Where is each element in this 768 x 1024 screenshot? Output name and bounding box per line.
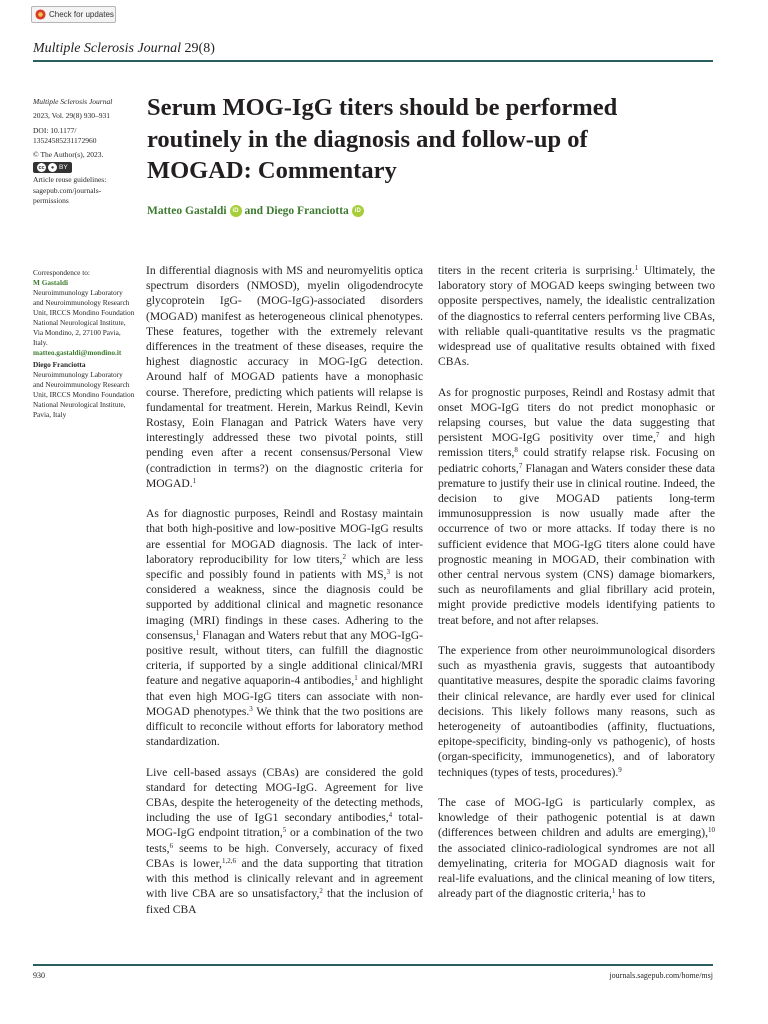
correspondence-name-2: Diego Franciotta — [33, 360, 86, 369]
text-continues: that the inclusion of fixed CBA — [146, 887, 424, 916]
sidebar-doi-label: DOI: 10.1177/ — [33, 125, 77, 135]
ref-link[interactable]: 1 — [354, 674, 358, 683]
cc-license-label: BY — [59, 163, 68, 171]
ref-link[interactable]: 8 — [514, 446, 518, 455]
paragraph: The case of MOG-IgG is particularly complex, as knowledge of their pathogenic potential is at dawn (differences between children and adults are emerging),$^{10}$ the associated clinico-radiological syndromes are not all demyelinating, criteria for MOGAD diagnosis wait for real-life evaluations, and the clinical meaning of low titers, already part of the diagnostic criteria,$^1$ has to — [438, 796, 715, 901]
article-title: Serum MOG-IgG titers should be performed routinely in the diagnosis and follow-up of MOGAD: Commentary — [147, 94, 618, 184]
sidebar-reuse-2[interactable]: sagepub.com/journals- — [33, 185, 102, 195]
ref-link[interactable]: 1 — [195, 628, 200, 637]
cc-license-badge[interactable] — [33, 162, 72, 173]
ref-link[interactable]: 3 — [249, 704, 253, 713]
paragraph: The experience from other neuroimmunological disorders such as myasthenia gravis, suggests that autoantibody quantitative measures, despite the sporadic claims favoring their clinical relevance, are hardly ever used for clinical decisions. This likely follows many reasons, such as heterogeneity of autoantibodies (affinity, fluctuations, epitope-specificity, binding-only vs pathogenic), of hosts (organ-specificity, immunogenetics), and of laboratory techniques (types of tests, procedures).$^9$ — [438, 644, 715, 779]
ref-link[interactable]: 7 — [518, 461, 523, 470]
cc-icon: cc — [38, 164, 45, 171]
header-rule — [33, 60, 713, 62]
ref-link[interactable]: 1 — [634, 264, 639, 272]
author-line — [147, 205, 364, 217]
ref-link[interactable]: 3 — [386, 568, 390, 577]
article-info-sidebar — [33, 97, 133, 206]
ref-link[interactable]: 10 — [708, 826, 715, 835]
journal-name: Multiple Sclerosis Journal — [33, 41, 182, 56]
orcid-icon[interactable]: iD — [230, 205, 242, 217]
check-updates-label: Check for updates — [49, 10, 114, 19]
text-continued: titers in the recent criteria is surprising. — [438, 264, 635, 277]
ref-link[interactable]: 6 — [169, 841, 174, 850]
journal-url[interactable]: journals.sagepub.com/home/msj — [609, 971, 713, 980]
page-number: 930 — [33, 971, 45, 980]
correspondence-affiliation-2: Neuroimmunology Laboratory and Neuroimmunology Research Unit, IRCCS Mondino Foundation National Neurological Institute, Pavia, Italy — [33, 370, 135, 419]
paragraph: titers in the recent criteria is surprising.$^1$ Ultimately, the laboratory story of MOGAD keeps swinging between two opposite perspectives, namely, the idealistic centralization of the diagnostics to referral centers performing live CBAs, with reliable quali-quantitative results vs the pragmatic widespread use of qualitative results obtained with fixed CBAs. — [438, 264, 715, 369]
ref-link[interactable]: 1 — [611, 887, 616, 896]
ref-link[interactable]: 4 — [388, 811, 393, 820]
journal-header — [33, 41, 215, 57]
ref-link[interactable]: 2 — [342, 552, 346, 561]
ref-link[interactable]: 5 — [282, 826, 287, 835]
orcid-icon[interactable]: iD — [352, 205, 364, 217]
paragraph: As for diagnostic purposes, Reindl and Rostasy maintain that both high-positive and low-positive MOG-IgG results are essential for MOGAD diagnosis. The lack of inter-laboratory reproducibility for low titers,$^2$ which are less specific and possibly found in patients with MS,$^3$ is not considered a weakness, since the diagnosis could be supported by additional clinical and magnetic resonance imaging (MRI) findings in these cases. Adhering to the consensus,$^1$ Flanagan and Waters rebut that any MOG-IgG-positive result, without titers, can fulfill the diagnostic criteria, if supported by a single additional clinical/MRI feature and negative aquaporin-4 antibodies,$^1$ and highlight that even high MOG-IgG titers can associate with non-MOGAD phenotypes.$^3$ We think that the two positions are difficult to reconcile without efforts for laboratory method standardization. — [146, 507, 424, 749]
body-column-left — [146, 263, 423, 932]
by-person-icon: ● — [48, 163, 57, 172]
author-1[interactable]: Matteo Gastaldi — [147, 205, 227, 217]
sidebar-citation: 2023, Vol. 29(8) 930–931 — [33, 111, 111, 121]
correspondence-label: Correspondence to: — [33, 268, 90, 277]
correspondence-affiliation-1: Neuroimmunology Laboratory and Neuroimmunology Research Unit, IRCCS Mondino Foundation National Neurological Institute, Via Mondino, 2, 27100 Pavia, Italy. — [33, 288, 135, 347]
paragraph: In differential diagnosis with MS and neuromyelitis optica spectrum disorders (NMOSD), myelin oligodendrocyte glycoprotein IgG- (MOG-IgG)-associated disorders (MOGAD) manifest as heterogeneous clinical phenotypes. These features, together with the extremely relevant differences in the treatment of these diseases, require the highest diagnostic accuracy in MOG-IgG detection. Around half of MOGAD patients have a monophasic course. Therefore, predicting which patients will relapse is fundamental for treatment. Herein, Markus Reindl, Kevin Rostasy, Eoin Flanagan and Patrick Waters have very interestingly addressed these two pivotal points, still pending even after a recent consensus/Personal View (contradiction in terms?) on the diagnostic criteria for MOGAD.$^1$ — [146, 264, 423, 490]
correspondence-block — [33, 268, 135, 420]
ref-link[interactable]: 9 — [618, 765, 622, 774]
author-2[interactable]: Diego Franciotta — [266, 205, 349, 217]
journal-volume: 29(8) — [181, 41, 215, 56]
author-conjunction: and — [244, 205, 264, 217]
ref-link[interactable]: 1,2,6 — [221, 856, 236, 865]
paragraph: As for prognostic purposes, Reindl and Rostasy admit that onset MOG-IgG titers do not predict monophasic or relapsing courses, but value the data suggesting that persistent MOG-IgG positivity over time,$^7$ and high remission titers,$^8$ could stratify relapse risk. Focusing on pediatric cohorts,$^7$ Flanagan and Waters consider these data premature to justify their use in clinical routine. Indeed, the decision to give MOGAD patients long-term immunosuppression is now usually made after the occurrence of two or more attacks. If today there is no sufficient evidence that MOG-IgG titers alone could have prognostic meaning in MOGAD, their combination with other central nervous system (CNS) damage biomarkers, such as neurofilaments and glial fibrillary acid protein, might provide predictive models identifying patients to treat before, and not after relapses. — [438, 385, 715, 627]
body-column-right — [438, 263, 715, 917]
correspondence-email[interactable]: matteo.gastaldi@mondino.it — [33, 348, 122, 357]
sidebar-doi-value[interactable]: 13524585231172960 — [33, 135, 97, 145]
paragraph: Live cell-based assays (CBAs) are considered the gold standard for detecting MOG-IgG. Agreement for live CBAs, despite the heterogeneity of the detecting methods, including the use of IgG1 secondary antibodies,$^4$ total-MOG-IgG endpoint titration,$^5$ or a combination of the two tests,$^6$ seems to be high. Conversely, accuracy of fixed CBAs is lower,$^{1,2,6}$ and the data supporting that titration with this method is clinically relevant and in agreement with live CBA are so unsatisfactory,$^2$ that the inclusion of fixed CBA — [146, 765, 424, 916]
check-updates-icon — [35, 9, 46, 20]
correspondence-name-1: M Gastaldi — [33, 278, 69, 287]
sidebar-reuse-3[interactable]: permissions — [33, 196, 69, 206]
sidebar-copyright: © The Author(s), 2023. — [33, 150, 104, 160]
ref-link[interactable]: 2 — [319, 887, 323, 896]
ref-link[interactable]: 1 — [192, 476, 197, 485]
sidebar-journal: Multiple Sclerosis Journal — [33, 97, 113, 106]
ref-link[interactable]: 7 — [655, 431, 660, 440]
check-for-updates-button[interactable] — [31, 6, 116, 23]
sidebar-reuse-1: Article reuse guidelines: — [33, 175, 107, 185]
footer-rule — [33, 964, 713, 966]
